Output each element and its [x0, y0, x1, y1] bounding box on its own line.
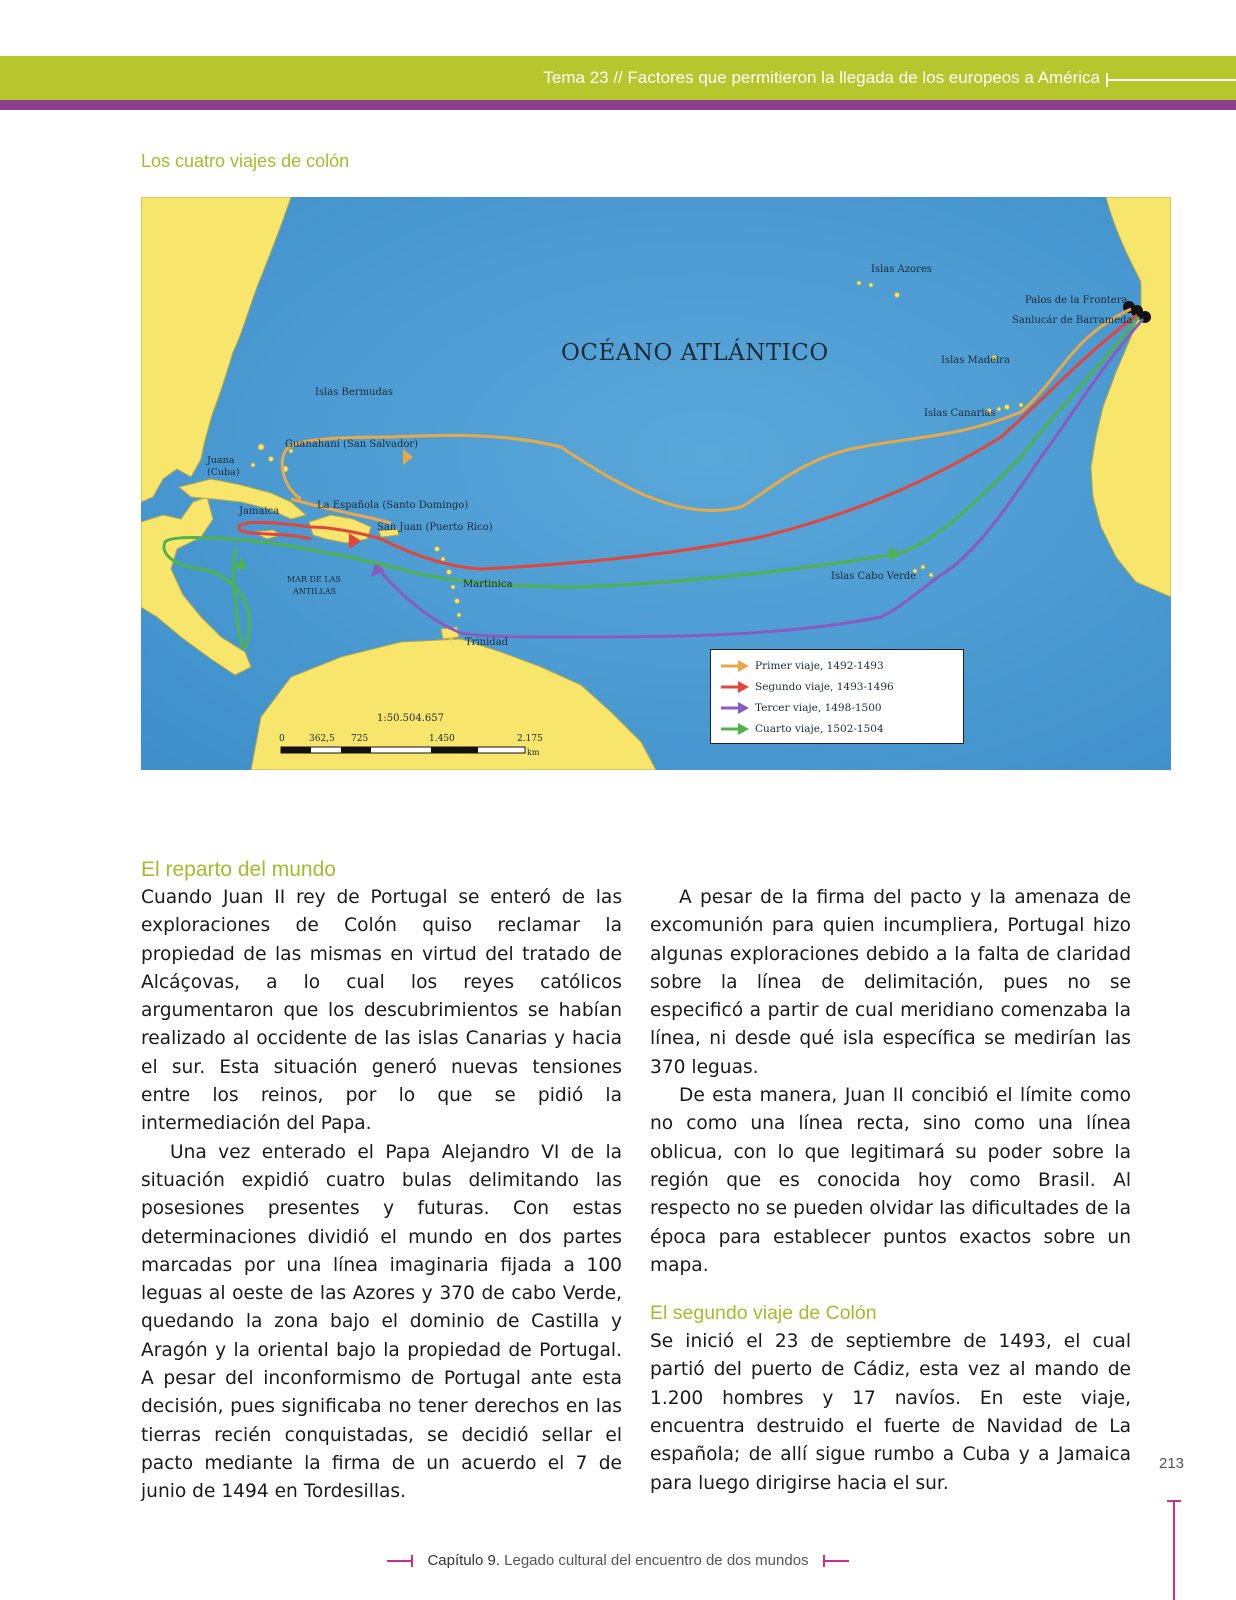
- legend-label-first: Primer viaje, 1492-1493: [755, 660, 884, 672]
- section-heading-segundo-viaje: El segundo viaje de Colón: [650, 1302, 877, 1325]
- ocean-label: OCÉANO ATLÁNTICO: [561, 340, 829, 366]
- scale-bar: [281, 747, 525, 753]
- paragraph: Se inició el 23 de septiembre de 1493, el cual partió del puerto de Cádiz, esta vez al mando de 1.200 hombres y 17 navíos. En este viaje, encuentra destruido el fuerte de Navidad de La española; de allí sigue rumbo a Cuba y a Jamaica para luego dirigirse hacia el sur.: [650, 1331, 1131, 1494]
- paragraph: De esta manera, Juan II concibió el límite como no como una línea recta, sino como una línea oblicua, con lo que legitimará su poder sobre la región que es conocida hoy como Brasil. Al respecto no se pueden olvidar las dificultades de la época para establecer puntos exactos sobre un mapa.: [650, 1085, 1131, 1276]
- legend-item-fourth: [721, 720, 884, 738]
- side-rule: [1173, 1500, 1175, 1600]
- map-legend: [710, 649, 964, 744]
- footer-rule-right: [823, 1560, 849, 1562]
- label-mar-2: ANTILLAS: [293, 587, 337, 596]
- footer: [0, 1552, 1236, 1569]
- legend-item-second: [721, 678, 894, 696]
- scale-ratio: 1:50.504.657: [377, 713, 444, 724]
- label-martinica: Martinica: [463, 579, 513, 590]
- label-espanola: La Española (Santo Domingo): [317, 500, 469, 511]
- label-jamaica: Jamaica: [239, 506, 280, 517]
- legend-label-fourth: Cuarto viaje, 1502-1504: [755, 723, 884, 735]
- header-rule-tick: [1106, 73, 1108, 87]
- paragraph: Una vez enterado el Papa Alejandro VI de la situación expidió cuatro bulas delimitando las posesiones presentes y futuras. Con estas determinaciones dividió el mundo en dos partes marcadas por una línea imaginaria fijada a 100 leguas al oeste de las Azores y 370 de cabo Verde, quedando la zona bajo el dominio de Castilla y Aragón y la oriental bajo la propiedad de Portugal. A pesar del inconformismo de Portugal ante esta decisión, pues significaba no tener derechos en las tierras recién conquistadas, se decidió sellar el pacto mediante la firma de un acuerdo el 7 de junio de 1494 en Tordesillas.: [141, 1141, 622, 1503]
- legend-arrow-second-icon: [721, 680, 749, 694]
- header-stripe: [0, 100, 1236, 110]
- footer-rule-left: [387, 1560, 413, 1562]
- text-column-right: [650, 884, 1131, 1498]
- scale-tick-1: 362,5: [309, 734, 335, 744]
- legend-label-second: Segundo viaje, 1493-1496: [755, 681, 894, 693]
- map-svg: [141, 197, 1171, 770]
- label-cuba: (Cuba): [207, 467, 240, 478]
- text-column-left: [141, 884, 622, 1507]
- scale-unit: km: [527, 748, 540, 757]
- footer-chapter: Capítulo 9.: [427, 1552, 500, 1569]
- label-bermudas: Islas Bermudas: [315, 387, 394, 398]
- paragraph: A pesar de la firma del pacto y la amenaza de excomunión para quien incumpliera, Portugal hizo algunas exploraciones debido a la falta de claridad sobre la línea de delimitación, pues no se especificó a partir de cual meridiano comenzaba la línea, ni desde qué isla específica se medirían las 370 leguas.: [650, 887, 1131, 1078]
- section-heading-reparto: El reparto del mundo: [141, 858, 336, 881]
- label-palos: Palos de la Frontera: [1025, 295, 1128, 306]
- label-caboverde: Islas Cabo Verde: [831, 571, 917, 582]
- footer-title: Legado cultural del encuentro de dos mundos: [504, 1552, 809, 1569]
- label-azores: Islas Azores: [871, 264, 932, 275]
- scale-tick-0: 0: [279, 734, 285, 744]
- legend-arrow-fourth-icon: [721, 722, 749, 736]
- map-title: Los cuatro viajes de colón: [141, 151, 350, 171]
- label-sanjuan: San Juan (Puerto Rico): [377, 522, 493, 533]
- scale-tick-4: 2.175: [517, 734, 543, 744]
- paragraph: Cuando Juan II rey de Portugal se enteró de las exploraciones de Colón quiso reclamar la propiedad de las mismas en virtud del tratado de Alcáçovas, a lo cual los reyes católicos argumentaron que los descubrimientos se habían realizado al occidente de las islas Canarias y hacia el sur. Esta situación generó nuevas tensiones entre los reinos, por lo que se pidió la intermediación del Papa.: [141, 887, 622, 1135]
- legend-arrow-third-icon: [721, 701, 749, 715]
- map-figure: [141, 197, 1171, 770]
- legend-arrow-first-icon: [721, 659, 749, 673]
- legend-item-third: [721, 699, 882, 717]
- header-title: Tema 23 // Factores que permitieron la llegada de los europeos a América: [543, 68, 1100, 87]
- legend-label-third: Tercer viaje, 1498-1500: [755, 702, 882, 714]
- legend-item-first: [721, 657, 884, 675]
- label-guanahani: Guanahaní (San Salvador): [285, 439, 419, 450]
- label-mar-1: MAR DE LAS: [287, 575, 341, 584]
- page-number: 213: [1159, 1455, 1185, 1472]
- label-sanlucar: Sanlucár de Barrameda: [1012, 315, 1133, 326]
- label-juana: Juana: [207, 455, 235, 466]
- label-madeira: Islas Madeira: [941, 355, 1011, 366]
- scale-tick-2: 725: [351, 734, 369, 744]
- label-trinidad: Trinidad: [465, 637, 509, 648]
- label-canarias: Islas Canarias: [924, 408, 996, 419]
- header-rule: [1106, 79, 1236, 81]
- scale-tick-3: 1.450: [429, 734, 455, 744]
